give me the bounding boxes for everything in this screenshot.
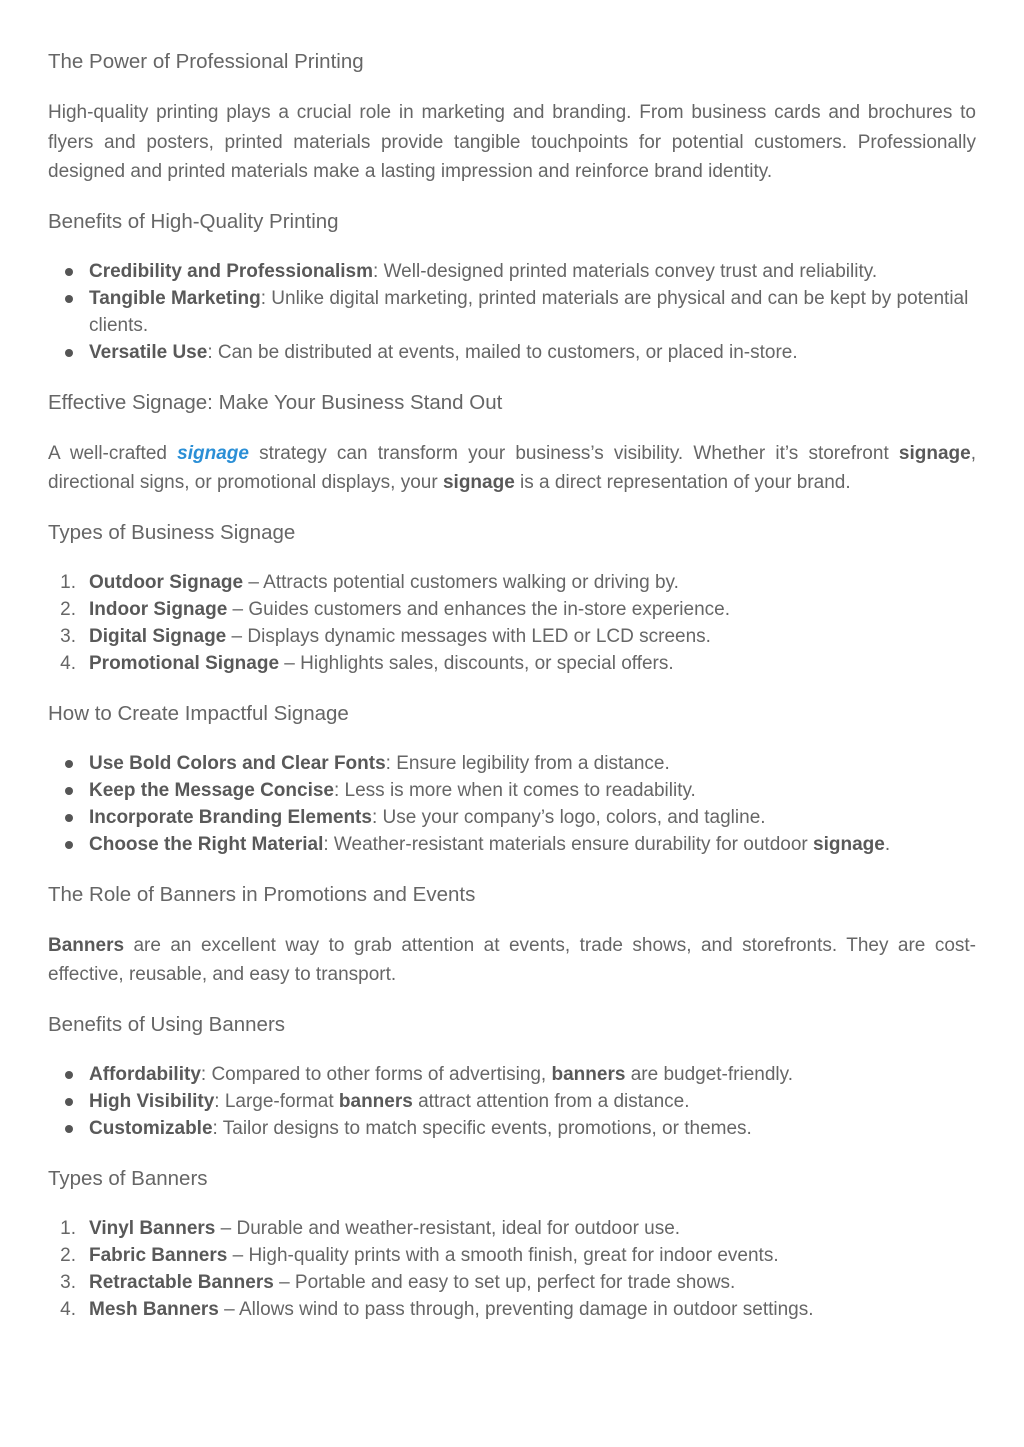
list-item-text: : Ensure legibility from a distance.	[385, 752, 670, 774]
list-item-bold: signage	[813, 833, 885, 855]
list-item-text: attract attention from a distance.	[412, 1090, 690, 1112]
section-heading: Types of Business Signage	[48, 520, 296, 544]
list-item-term: High Visibility	[89, 1090, 215, 1112]
list-item-term: Fabric Banners	[89, 1244, 228, 1266]
list-item-text: – Portable and easy to set up, perfect for trade shows.	[273, 1271, 736, 1293]
list-item	[48, 777, 976, 804]
list-item-text: – Highlights sales, discounts, or special offers.	[279, 652, 674, 674]
list-item-bold: banners	[338, 1090, 413, 1112]
list-item-text: : Large-format	[214, 1090, 339, 1112]
list-item	[48, 285, 976, 339]
list-number: 1.	[60, 1217, 76, 1239]
list-item-text: .	[884, 833, 891, 855]
list-item-term: Indoor Signage	[89, 598, 228, 620]
list-item-term: Incorporate Branding Elements	[89, 806, 372, 828]
numbered-list	[48, 569, 976, 677]
list-item	[48, 258, 976, 285]
section-heading: Benefits of High-Quality Printing	[48, 209, 339, 233]
list-item	[48, 596, 976, 623]
list-item	[48, 804, 976, 831]
numbered-list	[48, 1215, 976, 1323]
list-item-text: : Weather-resistant materials ensure durability for outdoor	[323, 833, 814, 855]
list-item-term: Outdoor Signage	[89, 571, 244, 593]
list-item-text: : Less is more when it comes to readability.	[333, 779, 696, 801]
list-number: 2.	[60, 598, 76, 620]
list-item-text: : Use your company’s logo, colors, and tagline.	[371, 806, 766, 828]
paragraph-bold: signage	[442, 472, 515, 493]
list-number: 4.	[60, 1298, 76, 1320]
list-item-term: Keep the Message Concise	[89, 779, 334, 801]
list-item-text: – Durable and weather-resistant, ideal for outdoor use.	[215, 1217, 681, 1239]
list-item-term: Vinyl Banners	[89, 1217, 216, 1239]
list-item-term: Choose the Right Material	[89, 833, 324, 855]
paragraph-text: are an excellent way to grab attention at events, trade shows, and storefronts. They are cost-effective, reusable, and easy to transport.	[48, 934, 976, 985]
list-item	[48, 1296, 976, 1323]
section-heading: Types of Banners	[48, 1166, 208, 1190]
list-item-text: : Well-designed printed materials convey trust and reliability.	[373, 260, 878, 282]
list-item-term: Affordability	[89, 1063, 201, 1085]
section-heading: How to Create Impactful Signage	[48, 701, 349, 725]
list-item-text: : Tailor designs to match specific events, promotions, or themes.	[212, 1117, 752, 1139]
list-item-term: Tangible Marketing	[89, 287, 261, 309]
document-content	[48, 48, 976, 1323]
list-item	[48, 623, 976, 650]
list-item	[48, 750, 976, 777]
section-heading: Benefits of Using Banners	[48, 1012, 286, 1036]
list-item	[48, 1061, 976, 1088]
list-item-term: Digital Signage	[89, 625, 227, 647]
bullet-list	[48, 750, 976, 858]
list-item	[48, 831, 976, 858]
list-item-text: – High-quality prints with a smooth finish, great for indoor events.	[227, 1244, 779, 1266]
list-item-text: – Attracts potential customers walking or driving by.	[243, 571, 679, 593]
paragraph-text: A well-crafted	[48, 442, 178, 464]
list-item-term: Use Bold Colors and Clear Fonts	[89, 752, 386, 774]
list-number: 1.	[60, 571, 76, 593]
list-item	[48, 1269, 976, 1296]
list-number: 4.	[60, 652, 76, 674]
list-item-term: Promotional Signage	[89, 652, 280, 674]
list-item-term: Customizable	[89, 1117, 213, 1139]
list-item-text: : Unlike digital marketing, printed materials are physical and can be kept by potential clients.	[89, 287, 969, 336]
list-item	[48, 569, 976, 596]
list-item-term: Retractable Banners	[89, 1271, 274, 1293]
list-number: 3.	[60, 1271, 76, 1293]
list-number: 2.	[60, 1244, 76, 1266]
list-item-text: : Compared to other forms of advertising,	[200, 1063, 552, 1085]
list-item-text: are budget-friendly.	[625, 1063, 793, 1085]
signage-link[interactable]: signage	[177, 442, 249, 464]
list-item	[48, 339, 976, 366]
bullet-list	[48, 1061, 976, 1142]
list-number: 3.	[60, 625, 76, 647]
list-item-term: Credibility and Professionalism	[89, 260, 374, 282]
list-item-bold: banners	[551, 1063, 626, 1085]
list-item-text: – Allows wind to pass through, preventing damage in outdoor settings.	[218, 1298, 814, 1320]
paragraph-bold: signage	[898, 442, 971, 464]
list-item-term: Versatile Use	[89, 341, 208, 363]
section-paragraph: High-quality printing plays a crucial role in marketing and branding. From business cards and brochures to flyers and posters, printed materials provide tangible touchpoints for potential customers. Professionally designed and printed materials make a lasting impression and reinforce brand identity.	[48, 102, 976, 182]
list-item-term: Mesh Banners	[89, 1298, 219, 1320]
list-item-text: – Guides customers and enhances the in-store experience.	[227, 598, 731, 620]
list-item	[48, 1088, 976, 1115]
list-item	[48, 1115, 976, 1142]
bullet-list	[48, 258, 976, 366]
paragraph-bold: Banners	[48, 934, 125, 956]
section-heading: The Power of Professional Printing	[48, 50, 364, 73]
section-heading: The Role of Banners in Promotions and Events	[48, 882, 476, 906]
paragraph-text: , directional signs, or promotional displays, your	[48, 442, 977, 493]
list-item-text: – Displays dynamic messages with LED or LCD screens.	[226, 625, 711, 647]
list-item	[48, 1242, 976, 1269]
paragraph-text: is a direct representation of your brand.	[514, 472, 851, 493]
list-item	[48, 1215, 976, 1242]
section-heading: Effective Signage: Make Your Business Stand Out	[48, 390, 503, 414]
list-item-text: : Can be distributed at events, mailed to customers, or placed in-store.	[207, 341, 798, 363]
section-paragraph	[48, 439, 976, 498]
paragraph-text: strategy can transform your business’s visibility. Whether it’s storefront	[248, 442, 899, 464]
section-paragraph	[48, 931, 976, 990]
list-item	[48, 650, 976, 677]
